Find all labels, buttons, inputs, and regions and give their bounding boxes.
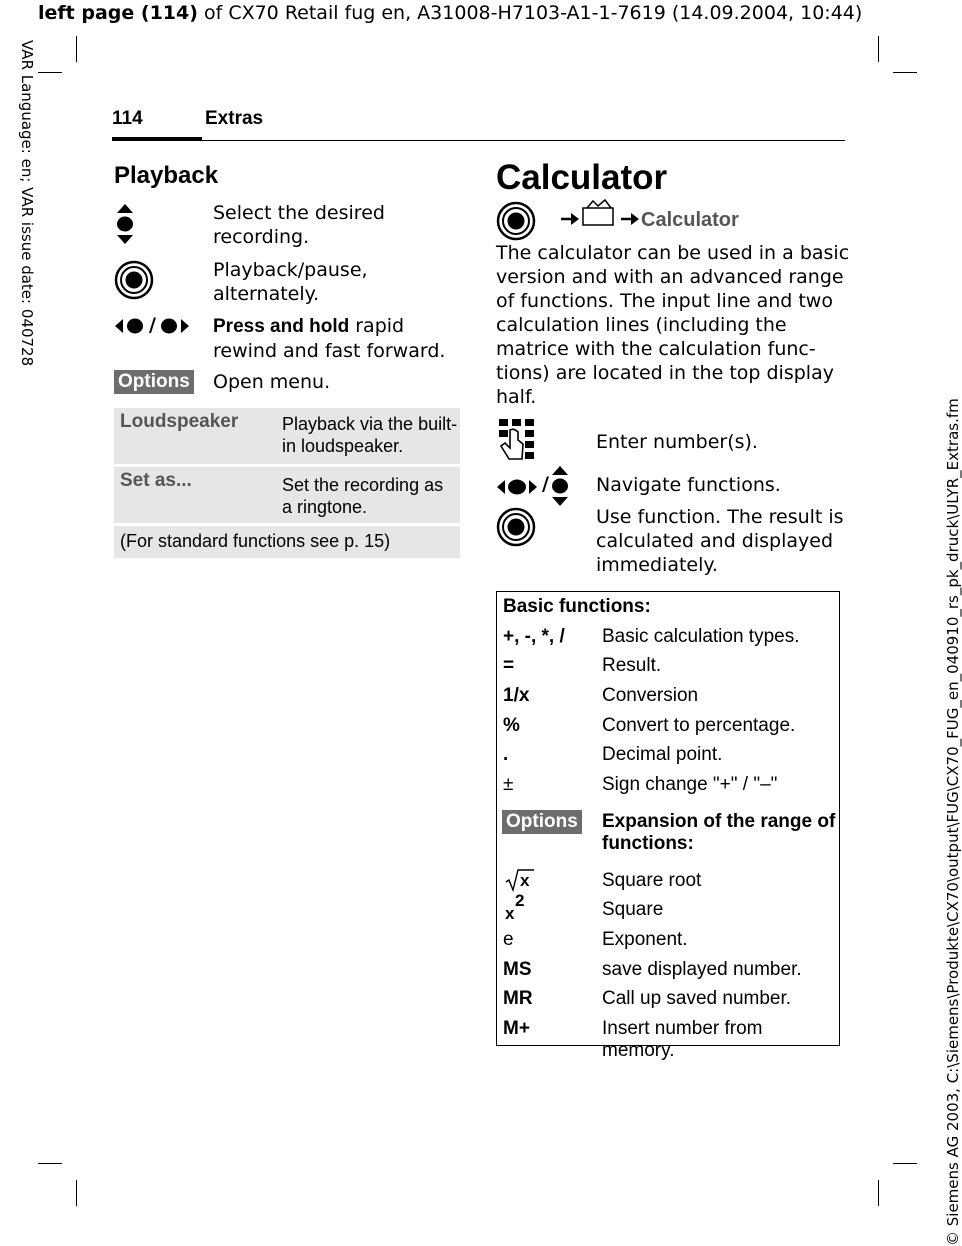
option-loudspeaker[interactable]: Loudspeaker <box>120 411 239 432</box>
function-key: 1/x <box>503 685 530 706</box>
enter-numbers-text: Enter number(s). <box>596 431 758 453</box>
functions-box <box>496 591 840 1061</box>
page-number: 114 <box>112 108 143 129</box>
table-row <box>114 526 460 558</box>
playback-open-menu-text: Open menu. <box>213 371 331 393</box>
side-note-right: © Siemens AG 2003, C:\Siemens\Produkte\CX70\output\FUG\CX70_FUG_en_040910_rs_pk_druck\ULYR_Extras.fm <box>944 398 962 1246</box>
crop-mark <box>38 72 62 73</box>
options-softkey[interactable]: Options <box>114 370 194 394</box>
function-desc: Conversion <box>602 685 699 706</box>
crop-mark <box>76 1180 77 1206</box>
arrow-right-icon <box>561 211 579 231</box>
function-desc: Sign change "+" / "–" <box>602 774 778 795</box>
options-softkey[interactable]: Options <box>502 810 582 834</box>
crop-mark <box>878 36 879 62</box>
center-key-icon <box>496 507 536 547</box>
crop-mark <box>76 36 77 62</box>
function-desc: Convert to percentage. <box>602 715 796 736</box>
crop-mark <box>893 1163 917 1164</box>
side-note-left: VAR Language: en; VAR issue date: 040728 <box>18 40 36 367</box>
navigate-left-right-icon <box>496 476 538 498</box>
menu-path-calculator: Calculator <box>641 209 739 231</box>
function-desc: Square root <box>602 870 702 891</box>
function-desc: Insert number from memory. <box>602 1018 763 1061</box>
function-key: MR <box>503 988 533 1009</box>
function-key: e <box>503 929 514 950</box>
function-desc: Basic calculation types. <box>602 626 800 647</box>
table-row <box>114 467 460 523</box>
options-expansion-text: Expansion of the range of functions: <box>602 811 836 854</box>
slash-separator: / <box>542 473 549 495</box>
function-key: . <box>503 744 509 765</box>
playback-select-text: Select the desired recording. <box>213 202 385 248</box>
square-root-icon: x <box>505 868 535 892</box>
playback-pause-text: Playback/pause, alternately. <box>213 259 368 305</box>
navigate-up-down-icon <box>114 203 136 245</box>
basic-functions-heading: Basic functions: <box>503 596 651 617</box>
table-row <box>114 408 460 464</box>
standard-functions-note: (For standard functions see p. 15) <box>120 531 391 551</box>
keypad-icon <box>496 418 540 462</box>
function-key: M+ <box>503 1018 530 1039</box>
navigate-functions-text: Navigate functions. <box>596 474 781 496</box>
square-icon: 2 x <box>505 891 525 923</box>
function-key: % <box>503 715 520 736</box>
calculator-intro: The calculator can be used in a basic version and with an advanced range of functions. The input line and two calculation lines (including the matrice with the calculation func- tions) are located in the top display half. <box>496 242 850 408</box>
calculator-heading: Calculator <box>496 158 668 197</box>
option-set-as[interactable]: Set as... <box>120 470 192 491</box>
function-key: MS <box>503 959 532 980</box>
navigate-up-down-icon <box>549 465 571 507</box>
function-key: ± <box>503 774 514 795</box>
center-key-icon <box>496 201 536 241</box>
option-desc: Set the recording as a ringtone. <box>282 475 444 517</box>
function-desc: Call up saved number. <box>602 988 792 1009</box>
function-desc: save displayed number. <box>602 959 802 980</box>
function-desc: Result. <box>602 655 662 676</box>
crop-mark <box>38 1163 62 1164</box>
slash-separator: / <box>149 314 156 336</box>
playback-rewind-text: Press and hold rapid rewind and fast forward. <box>213 315 446 362</box>
option-desc: Playback via the built- in loudspeaker. <box>282 414 458 456</box>
function-desc: Decimal point. <box>602 744 723 765</box>
crop-mark <box>893 72 917 73</box>
function-key: = <box>503 655 515 676</box>
function-key: +, -, *, / <box>503 626 565 647</box>
center-key-icon <box>114 260 154 300</box>
playback-heading: Playback <box>114 162 219 189</box>
function-desc: Square <box>602 899 664 920</box>
print-header: left page (114) of CX70 Retail fug en, A31008-H7103-A1-1-7619 (14.09.2004, 10:44) <box>38 2 863 24</box>
header-rule <box>112 140 845 141</box>
crop-mark <box>878 1180 879 1206</box>
section-name: Extras <box>205 108 264 129</box>
use-function-text: Use function. The result is calculated and displayed immediately. <box>596 506 844 576</box>
arrow-right-icon <box>621 211 639 231</box>
extras-menu-icon <box>581 199 617 231</box>
function-desc: Exponent. <box>602 929 688 950</box>
